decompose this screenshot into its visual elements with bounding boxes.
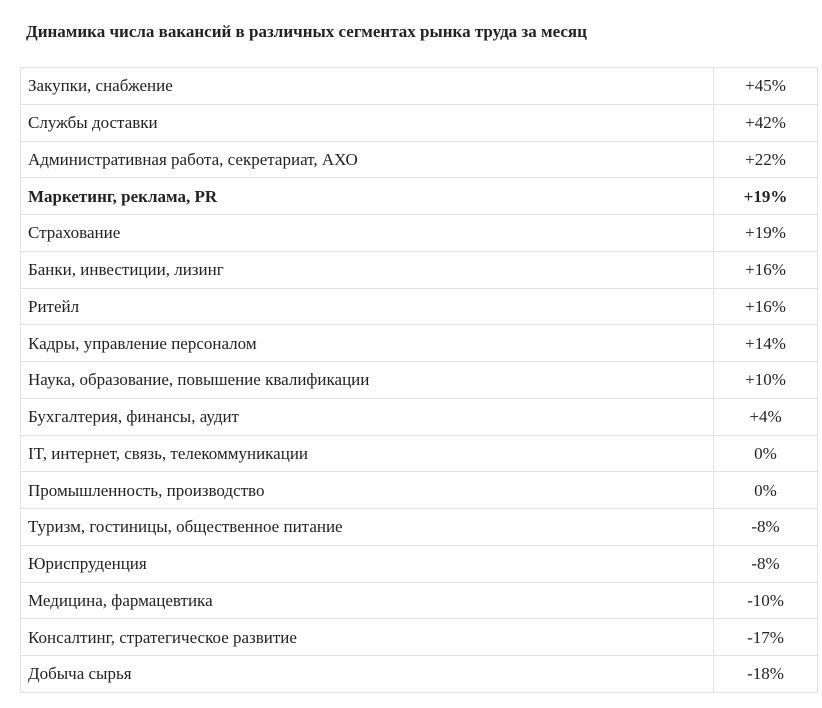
table-row	[21, 582, 818, 619]
segment-cell: Административная работа, секретариат, АХО	[21, 141, 714, 178]
change-cell: +10%	[714, 362, 818, 399]
table-row	[21, 68, 818, 105]
table-row	[21, 325, 818, 362]
change-cell: -17%	[714, 619, 818, 656]
change-cell: -18%	[714, 656, 818, 693]
table-row	[21, 435, 818, 472]
segment-cell: Маркетинг, реклама, PR	[21, 178, 714, 215]
change-cell: +16%	[714, 251, 818, 288]
change-cell: -8%	[714, 509, 818, 546]
segment-cell: Ритейл	[21, 288, 714, 325]
segment-cell: Наука, образование, повышение квалификации	[21, 362, 714, 399]
table-row	[21, 398, 818, 435]
change-cell: +42%	[714, 104, 818, 141]
segment-cell: Туризм, гостиницы, общественное питание	[21, 509, 714, 546]
change-cell: +45%	[714, 68, 818, 105]
segment-cell: Страхование	[21, 215, 714, 252]
table-row	[21, 141, 818, 178]
change-cell: +22%	[714, 141, 818, 178]
segment-cell: Кадры, управление персоналом	[21, 325, 714, 362]
table-body	[21, 68, 818, 693]
change-cell: 0%	[714, 472, 818, 509]
vacancy-dynamics-table	[20, 67, 818, 693]
change-cell: +19%	[714, 178, 818, 215]
table-row	[21, 656, 818, 693]
table-row	[21, 215, 818, 252]
table-row	[21, 288, 818, 325]
segment-cell: Юриспруденция	[21, 545, 714, 582]
segment-cell: Добыча сырья	[21, 656, 714, 693]
table-row	[21, 509, 818, 546]
table-row	[21, 545, 818, 582]
table-title: Динамика числа вакансий в различных сегментах рынка труда за месяц	[26, 22, 587, 41]
segment-cell: Медицина, фармацевтика	[21, 582, 714, 619]
segment-cell: Бухгалтерия, финансы, аудит	[21, 398, 714, 435]
segment-cell: Консалтинг, стратегическое развитие	[21, 619, 714, 656]
change-cell: 0%	[714, 435, 818, 472]
segment-cell: Закупки, снабжение	[21, 68, 714, 105]
change-cell: +19%	[714, 215, 818, 252]
segment-cell: Промышленность, производство	[21, 472, 714, 509]
change-cell: +14%	[714, 325, 818, 362]
change-cell: +4%	[714, 398, 818, 435]
segment-cell: IT, интернет, связь, телекоммуникации	[21, 435, 714, 472]
table-row	[21, 178, 818, 215]
table-row	[21, 472, 818, 509]
segment-cell: Службы доставки	[21, 104, 714, 141]
table-row	[21, 251, 818, 288]
table-row	[21, 104, 818, 141]
change-cell: -10%	[714, 582, 818, 619]
change-cell: +16%	[714, 288, 818, 325]
change-cell: -8%	[714, 545, 818, 582]
table-row	[21, 619, 818, 656]
segment-cell: Банки, инвестиции, лизинг	[21, 251, 714, 288]
table-row	[21, 362, 818, 399]
